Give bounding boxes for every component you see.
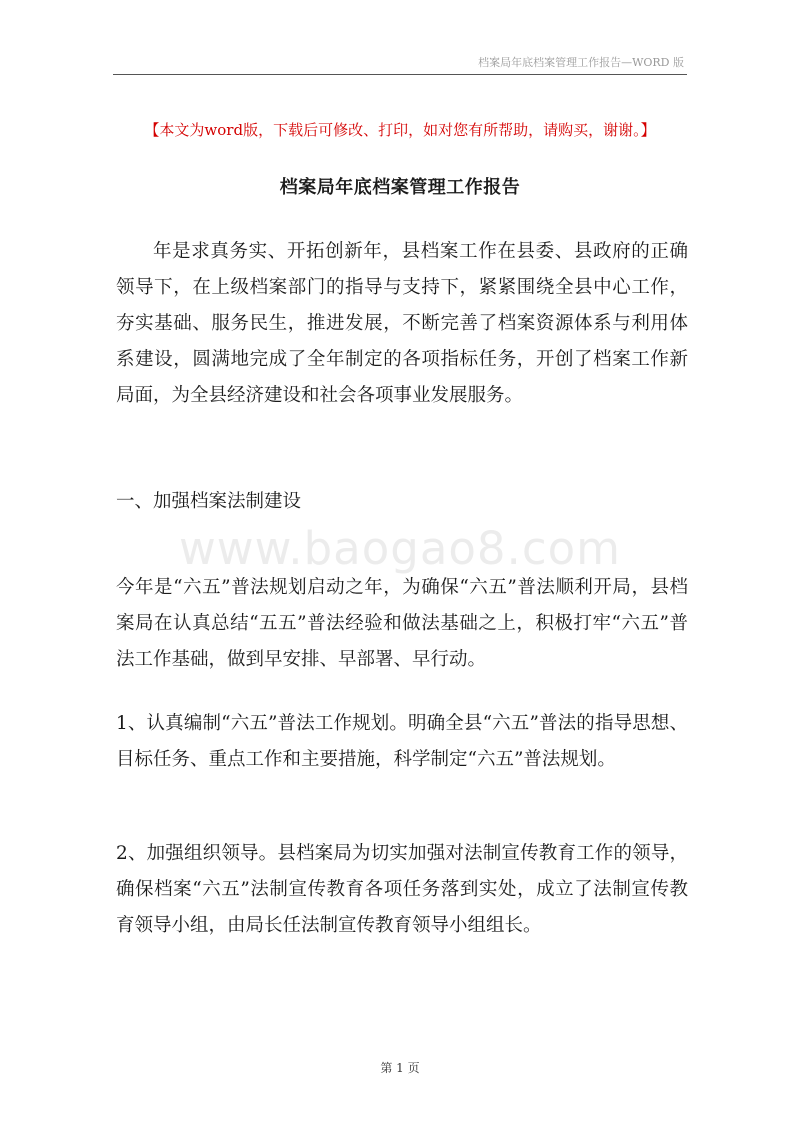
- document-title: 档案局年底档案管理工作报告: [279, 177, 521, 198]
- watermark: www.baogao8.com: [179, 522, 621, 575]
- running-header: 档案局年底档案管理工作报告—WORD 版: [478, 56, 684, 69]
- download-notice: 【本文为word版，下载后可修改、打印，如对您有所帮助，请购买，谢谢。】: [144, 121, 656, 139]
- list-item-2: 2、加强组织领导。县档案局为切实加强对法制宣传教育工作的领导，确保档案“六五”法制宣传教育各项任务落到实处，成立了法制宣传教育领导小组，由局长任法制宣传教育领导小组组长。: [116, 843, 688, 936]
- intro-paragraph: 年是求真务实、开拓创新年，县档案工作在县委、县政府的正确领导下，在上级档案部门的指导与支持下，紧紧围绕全县中心工作，夯实基础、服务民生，推进发展，不断完善了档案资源体系与利用体系建设，圆满地完成了全年制定的各项指标任务，开创了档案工作新局面，为全县经济建设和社会各项事业发展服务。: [116, 241, 688, 406]
- section-heading: 一、加强档案法制建设: [116, 491, 302, 512]
- list-item-1: 1、认真编制“六五”普法工作规划。明确全县“六五”普法的指导思想、目标任务、重点工作和主要措施，科学制定“六五”普法规划。: [116, 713, 688, 770]
- header-divider: [113, 74, 687, 75]
- page-number: 第 1 页: [380, 1061, 420, 1075]
- body-paragraph: 今年是“六五”普法规划启动之年，为确保“六五”普法顺利开局，县档案局在认真总结“五五”普法经验和做法基础之上，积极打牢“六五”普法工作基础，做到早安排、早部署、早行动。: [116, 577, 688, 670]
